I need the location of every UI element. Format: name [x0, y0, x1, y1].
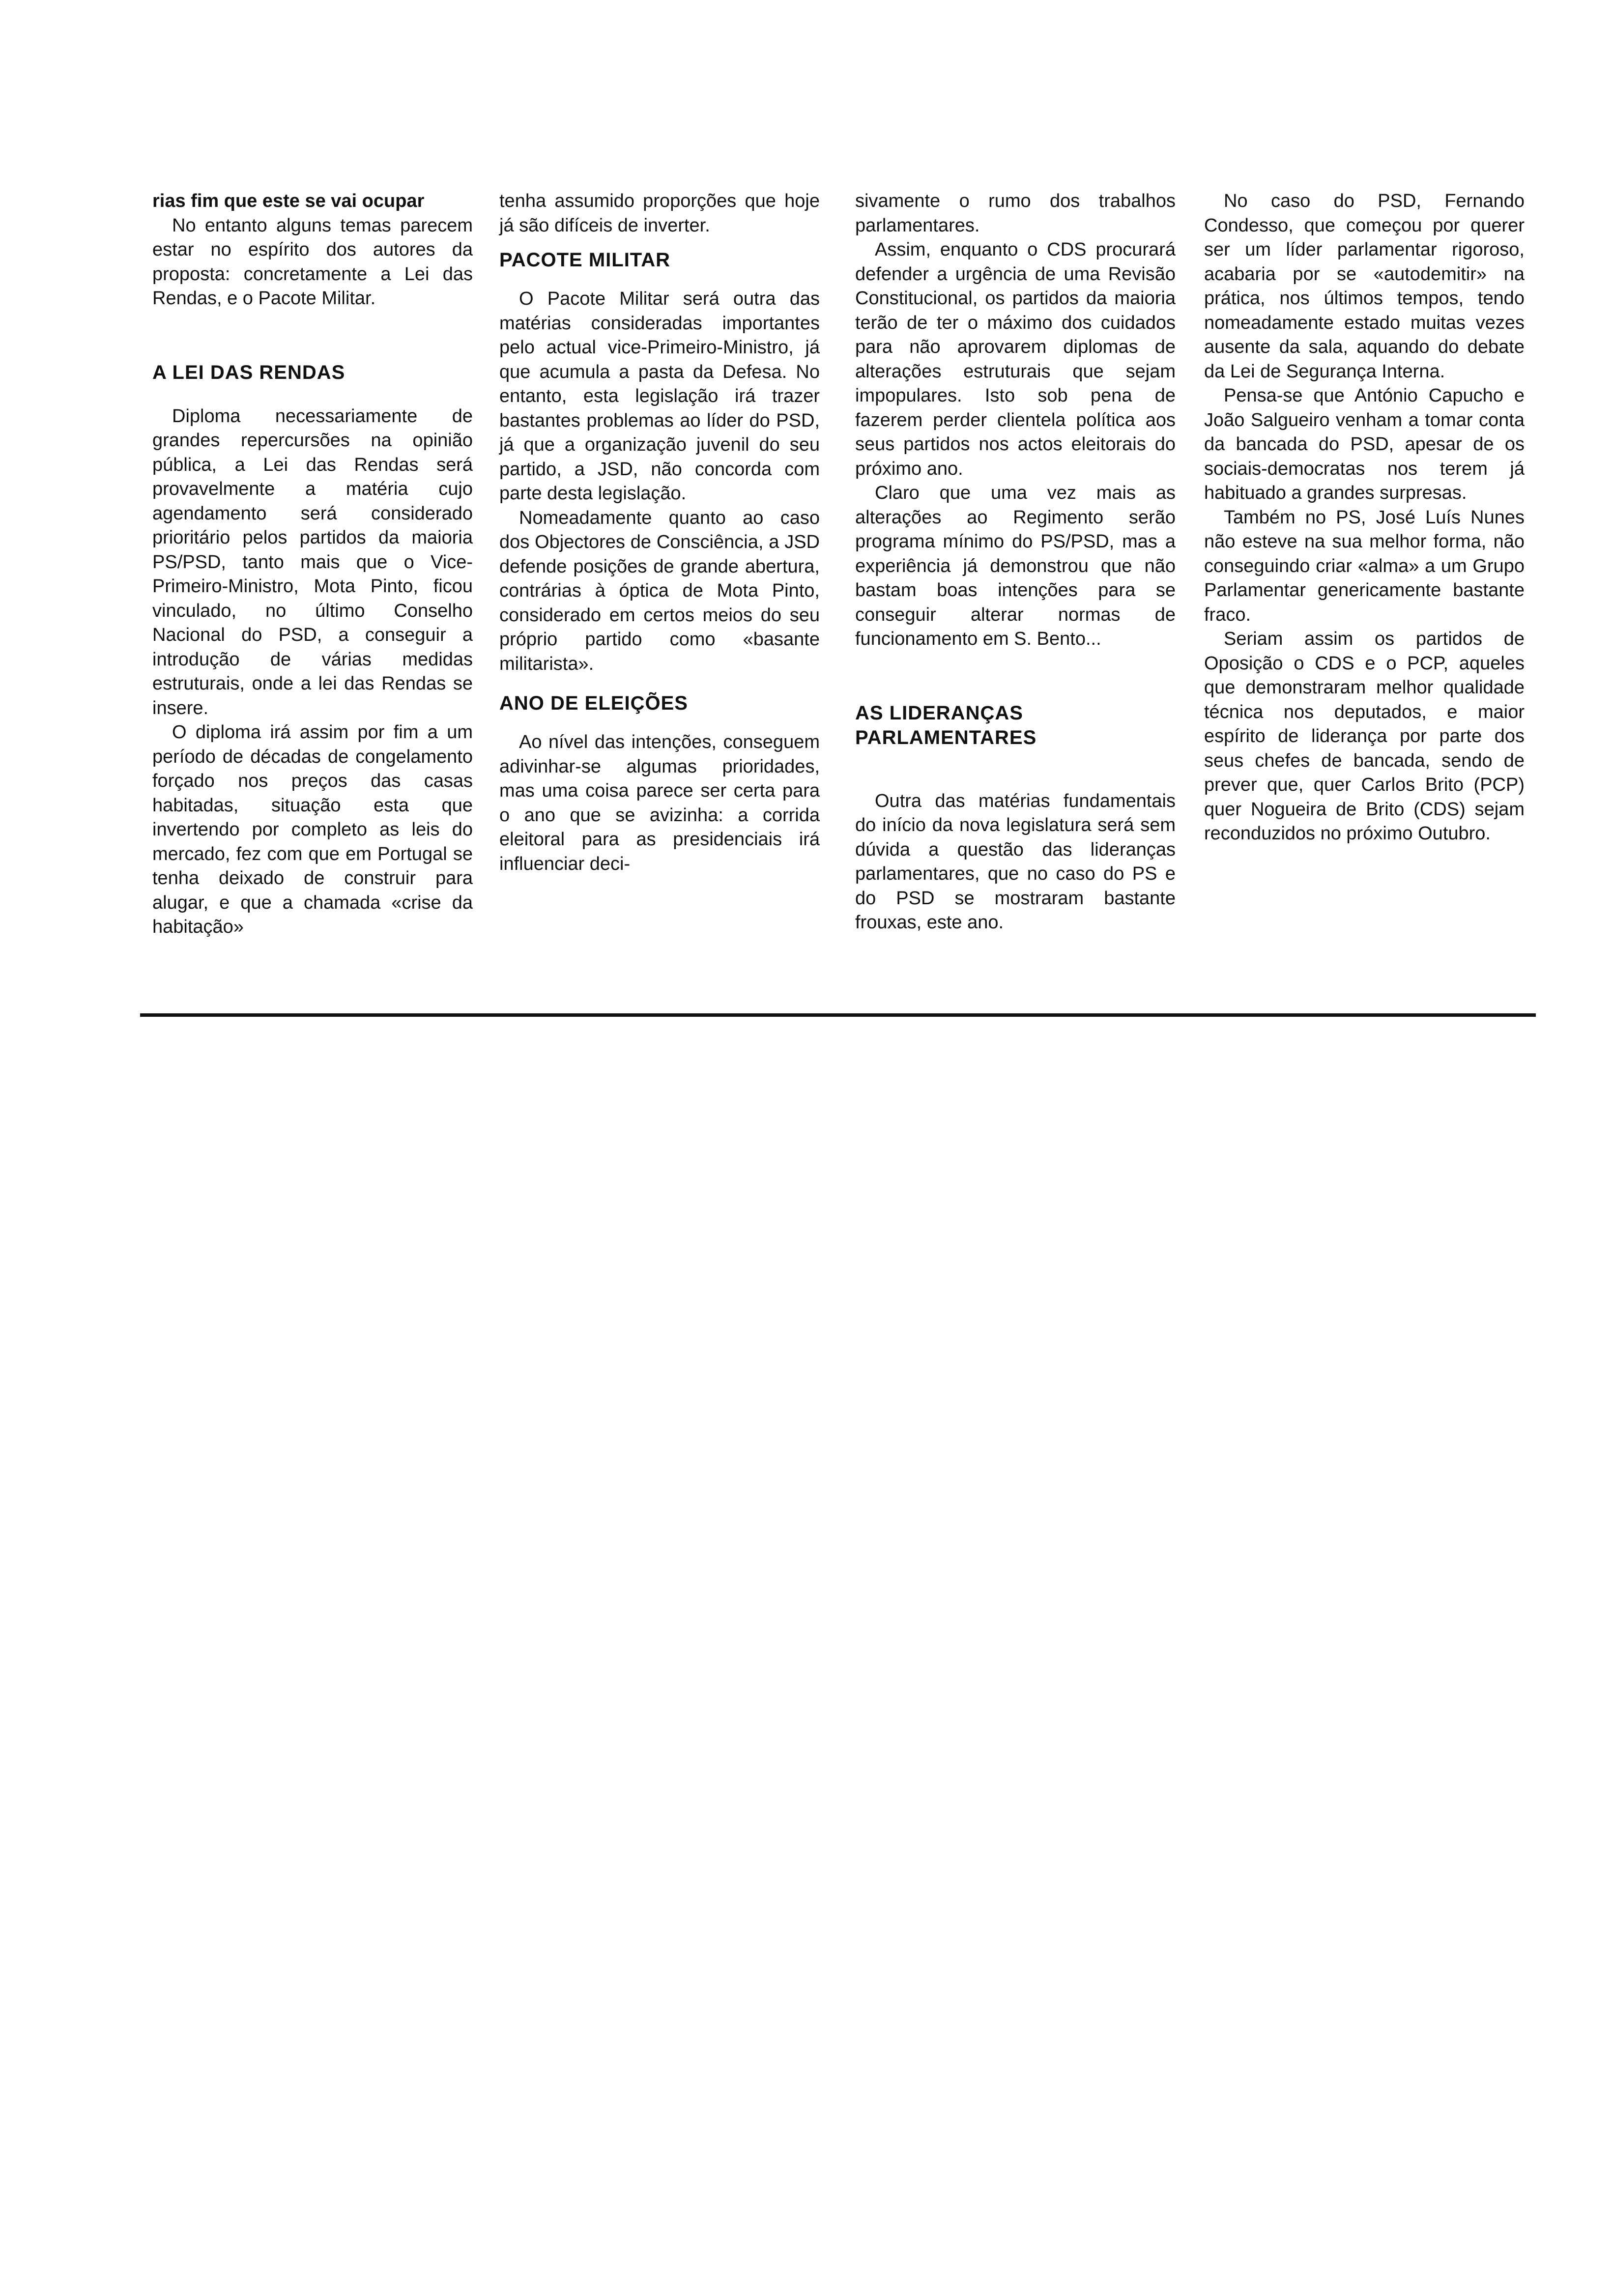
column-2-paragraph-1: tenha assumido proporções que hoje já são difíceis de inverter.: [499, 191, 820, 236]
article-column-1: [152, 189, 473, 940]
column-3-paragraph-3: Claro que uma vez mais as alterações ao Regimento serão programa mínimo do PS/PSD, mas a experiência já demonstrou que não bastam boas intenções para se conseguir alterar normas de funcionamento em S. Bento...: [855, 483, 1176, 649]
bottom-divider-rule: [140, 1013, 1536, 1017]
section-heading-pacote-militar: PACOTE MILITAR: [499, 249, 671, 271]
section-heading-lei-das-rendas: A LEI DAS RENDAS: [152, 361, 345, 383]
article-column-4: [1204, 189, 1525, 846]
article-column-2: [499, 189, 820, 876]
column-2-paragraph-2: O Pacote Militar será outra das matérias consideradas importantes pelo actual vice-Primeiro-Ministro, já que acumula a pasta da Defesa. No entanto, esta legislação irá trazer bastantes problemas ao líder do PSD, já que a organização juvenil do seu partido, a JSD, não concorda com parte desta legislação.: [499, 288, 820, 504]
column-3-paragraph-4: Outra das matérias fundamentais do início da nova legislatura será sem dúvida a questão das lideranças parlamentares, que no caso do PS e do PSD se mostraram bastante frouxas, este ano.: [855, 790, 1176, 933]
section-heading-liderancas-parlamentares: AS LIDERANÇAS PARLAMENTARES: [855, 702, 1037, 748]
column-2-paragraph-4: Ao nível das intenções, conseguem adivinhar-se algumas prioridades, mas uma coisa parece ser certa para o ano que se avizinha: a corrida eleitoral para as presidenciais irá influenciar deci-: [499, 732, 820, 874]
column-1-paragraph-4: O diploma irá assim por fim a um período de décadas de congelamento forçado nos preços das casas habitadas, situação esta que invertendo por completo as leis do mercado, fez com que em Portugal se tenha deixado de construir para alugar, e que a chamada «crise da habitação»: [152, 722, 473, 937]
column-4-paragraph-3: Também no PS, José Luís Nunes não esteve na sua melhor forma, não conseguindo criar «alma» a um Grupo Parlamentar genericamente bastante fraco.: [1204, 507, 1525, 625]
article-column-3: [855, 189, 1176, 935]
column-1-paragraph-1: rias fim que este se vai ocupar: [152, 191, 425, 211]
column-1-paragraph-3: Diploma necessariamente de grandes repercursões na opinião pública, a Lei das Rendas será provavelmente a matéria cujo agendamento será considerado prioritário pelos partidos da maioria PS/PSD, tanto mais que o Vice-Primeiro-Ministro, Mota Pinto, ficou vinculado, no último Conselho Nacional do PSD, a conseguir a introdução de várias medidas estruturais, onde a lei das Rendas se insere.: [152, 405, 473, 718]
section-heading-ano-de-eleicoes: ANO DE ELEIÇÕES: [499, 692, 688, 714]
column-4-paragraph-1: No caso do PSD, Fernando Condesso, que começou por querer ser um líder parlamentar rigoroso, acabaria por se «autodemitir» na prática, nos últimos tempos, tendo nomeadamente estado muitas vezes ausente da sala, aquando do debate da Lei de Segurança Interna.: [1204, 191, 1525, 382]
column-4-paragraph-4: Seriam assim os partidos de Oposição o CDS e o PCP, aqueles que demonstraram melhor qualidade técnica nos deputados, e maior espírito de liderança por parte dos seus chefes de bancada, sendo de prever que, quer Carlos Brito (PCP) quer Nogueira de Brito (CDS) sejam reconduzidos no próximo Outubro.: [1204, 629, 1525, 844]
column-4-paragraph-2: Pensa-se que António Capucho e João Salgueiro venham a tomar conta da bancada do PSD, apesar de os sociais-democratas nos terem já habituado a grandes surpresas.: [1204, 385, 1525, 503]
column-2-paragraph-3: Nomeadamente quanto ao caso dos Objectores de Consciência, a JSD defende posições de grande abertura, contrárias à óptica de Mota Pinto, considerado em certos meios do seu próprio partido como «basante militarista».: [499, 507, 820, 674]
column-1-paragraph-2: No entanto alguns temas parecem estar no espírito dos autores da proposta: concretamente a Lei das Rendas, e o Pacote Militar.: [152, 215, 473, 309]
column-3-paragraph-2: Assim, enquanto o CDS procurará defender a urgência de uma Revisão Constitucional, os partidos da maioria terão de ter o máximo dos cuidados para não aprovarem diplomas de alterações estruturais que sejam impopulares. Isto sob pena de fazerem perder clientela política aos seus partidos nos actos eleitorais do próximo ano.: [855, 239, 1176, 479]
column-3-paragraph-1: sivamente o rumo dos trabalhos parlamentares.: [855, 191, 1176, 236]
